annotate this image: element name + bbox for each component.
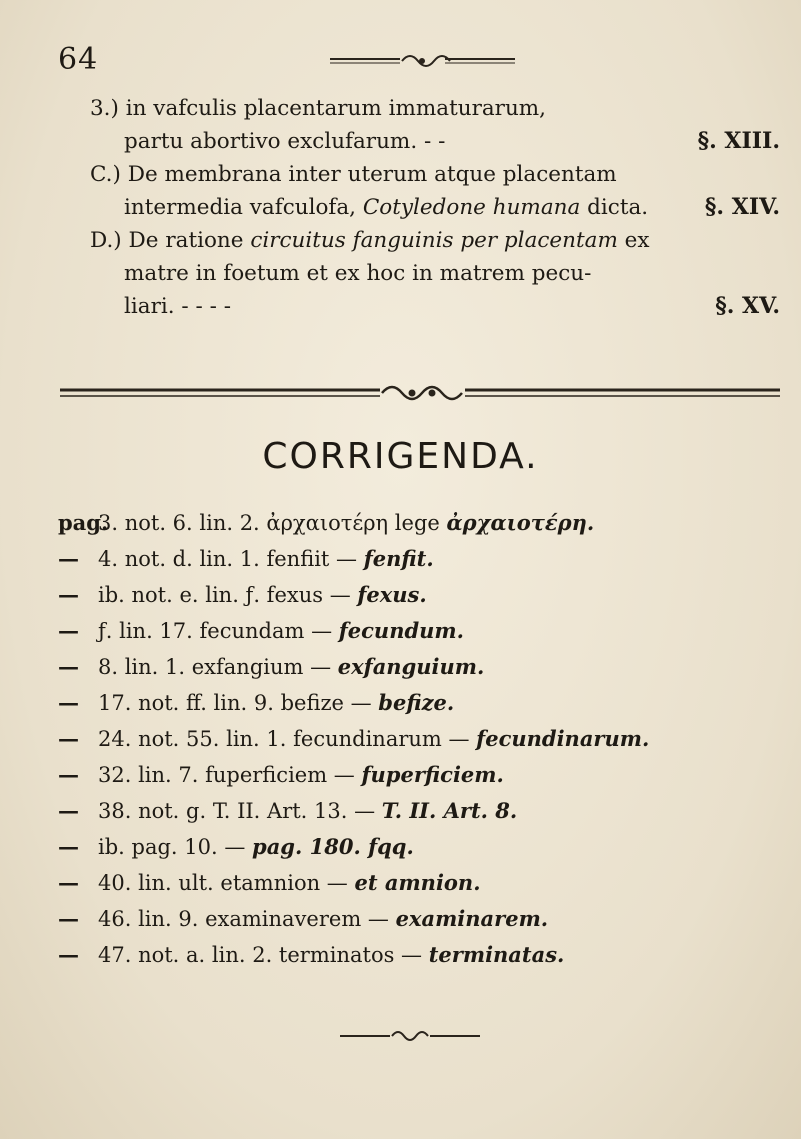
corrigendum-correction: fuperficiem. [361,762,504,787]
index-entry [90,224,780,323]
corrigendum-row [58,541,778,577]
corrigendum-error: 3. not. 6. lin. 2. ἀρχαιοτέρη lege [98,511,447,535]
entry-marker: 3.) [90,96,119,121]
entry-marker: C.) [90,162,121,187]
entry-text: matre in foetum et ex hoc in matrem pecu- [124,261,592,286]
corrigendum-lead: pag. [58,510,109,535]
entry-text: dicta. [580,195,649,220]
entry-text: ex [617,228,650,253]
corrigendum-correction: terminatas. [428,942,565,967]
corrigendum-correction: fenfit. [363,546,434,571]
corrigendum-row [58,577,778,613]
corrigendum-lead: — [58,546,79,571]
section-reference: §. XIV. [704,194,780,220]
entry-marker: D.) [90,228,122,253]
corrigenda-list [58,505,778,973]
entry-italic-term: circuitus fanguinis per placentam [250,228,618,253]
corrigendum-row [58,901,778,937]
corrigendum-correction: ἀρχαιοτέρη. [446,510,595,535]
corrigendum-error: ib. not. e. lin. ƒ. fexus — [98,583,358,607]
section-reference: §. XV. [715,293,780,319]
section-heading: CORRIGENDA. [262,436,539,477]
corrigendum-lead: — [58,906,79,931]
divider-ornament [60,380,780,408]
entry-text: De ratione [128,228,251,253]
corrigendum-lead: — [58,942,79,967]
corrigendum-lead: — [58,690,79,715]
index-entry [90,92,780,158]
corrigendum-error: 8. lin. 1. exfangium — [98,655,338,679]
corrigendum-error: 46. lin. 9. examinaverem — [98,907,396,931]
entry-italic-term: Cotyledone humana [362,195,581,220]
corrigendum-row [58,649,778,685]
corrigendum-correction: et amnion. [354,870,481,895]
corrigendum-correction: examinarem. [395,906,549,931]
corrigendum-lead: — [58,834,79,859]
top-ornament [330,50,515,72]
corrigendum-error: ib. pag. 10. — [98,835,253,859]
corrigendum-lead: — [58,726,79,751]
corrigendum-row [58,613,778,649]
corrigendum-row [58,937,778,973]
entry-text: liari. - - - - [124,294,231,319]
corrigendum-error: 38. not. g. T. II. Art. 13. — [98,799,382,823]
index-entry [90,158,780,224]
corrigendum-error: ƒ. lin. 17. fecundam — [98,619,339,643]
corrigendum-row [58,793,778,829]
corrigendum-lead: — [58,870,79,895]
corrigendum-error: 40. lin. ult. etamnion — [98,871,355,895]
corrigendum-correction: fecundum. [338,618,464,643]
contents-index [90,92,780,323]
corrigendum-lead: — [58,798,79,823]
corrigendum-correction: fecundinarum. [476,726,650,751]
corrigendum-correction: T. II. Art. 8. [381,798,518,823]
corrigendum-row [58,505,778,541]
entry-text: intermedia vafculofa, [124,195,363,220]
corrigendum-correction: exfanguium. [337,654,485,679]
corrigendum-row [58,685,778,721]
corrigendum-correction: pag. 180. fqq. [252,834,414,859]
bottom-ornament [340,1027,480,1045]
page-number: 64 [58,42,99,77]
corrigendum-lead: — [58,582,79,607]
corrigendum-error: 17. not. ff. lin. 9. befize — [98,691,379,715]
entry-text: De membrana inter uterum atque placentam [127,162,617,187]
corrigendum-row [58,829,778,865]
corrigendum-row [58,721,778,757]
entry-text: partu abortivo exclufarum. - - [124,129,446,154]
section-reference: §. XIII. [697,128,780,154]
corrigendum-error: 47. not. a. lin. 2. terminatos — [98,943,429,967]
corrigendum-error: 24. not. 55. lin. 1. fecundinarum — [98,727,477,751]
corrigendum-row [58,865,778,901]
corrigendum-error: 4. not. d. lin. 1. fenfiit — [98,547,364,571]
corrigendum-lead: — [58,654,79,679]
corrigendum-correction: fexus. [357,582,427,607]
corrigendum-lead: — [58,762,79,787]
corrigendum-lead: — [58,618,79,643]
corrigendum-row [58,757,778,793]
corrigendum-correction: befize. [378,690,455,715]
corrigendum-error: 32. lin. 7. fuperficiem — [98,763,362,787]
entry-text: in vafculis placentarum immaturarum, [125,96,547,121]
